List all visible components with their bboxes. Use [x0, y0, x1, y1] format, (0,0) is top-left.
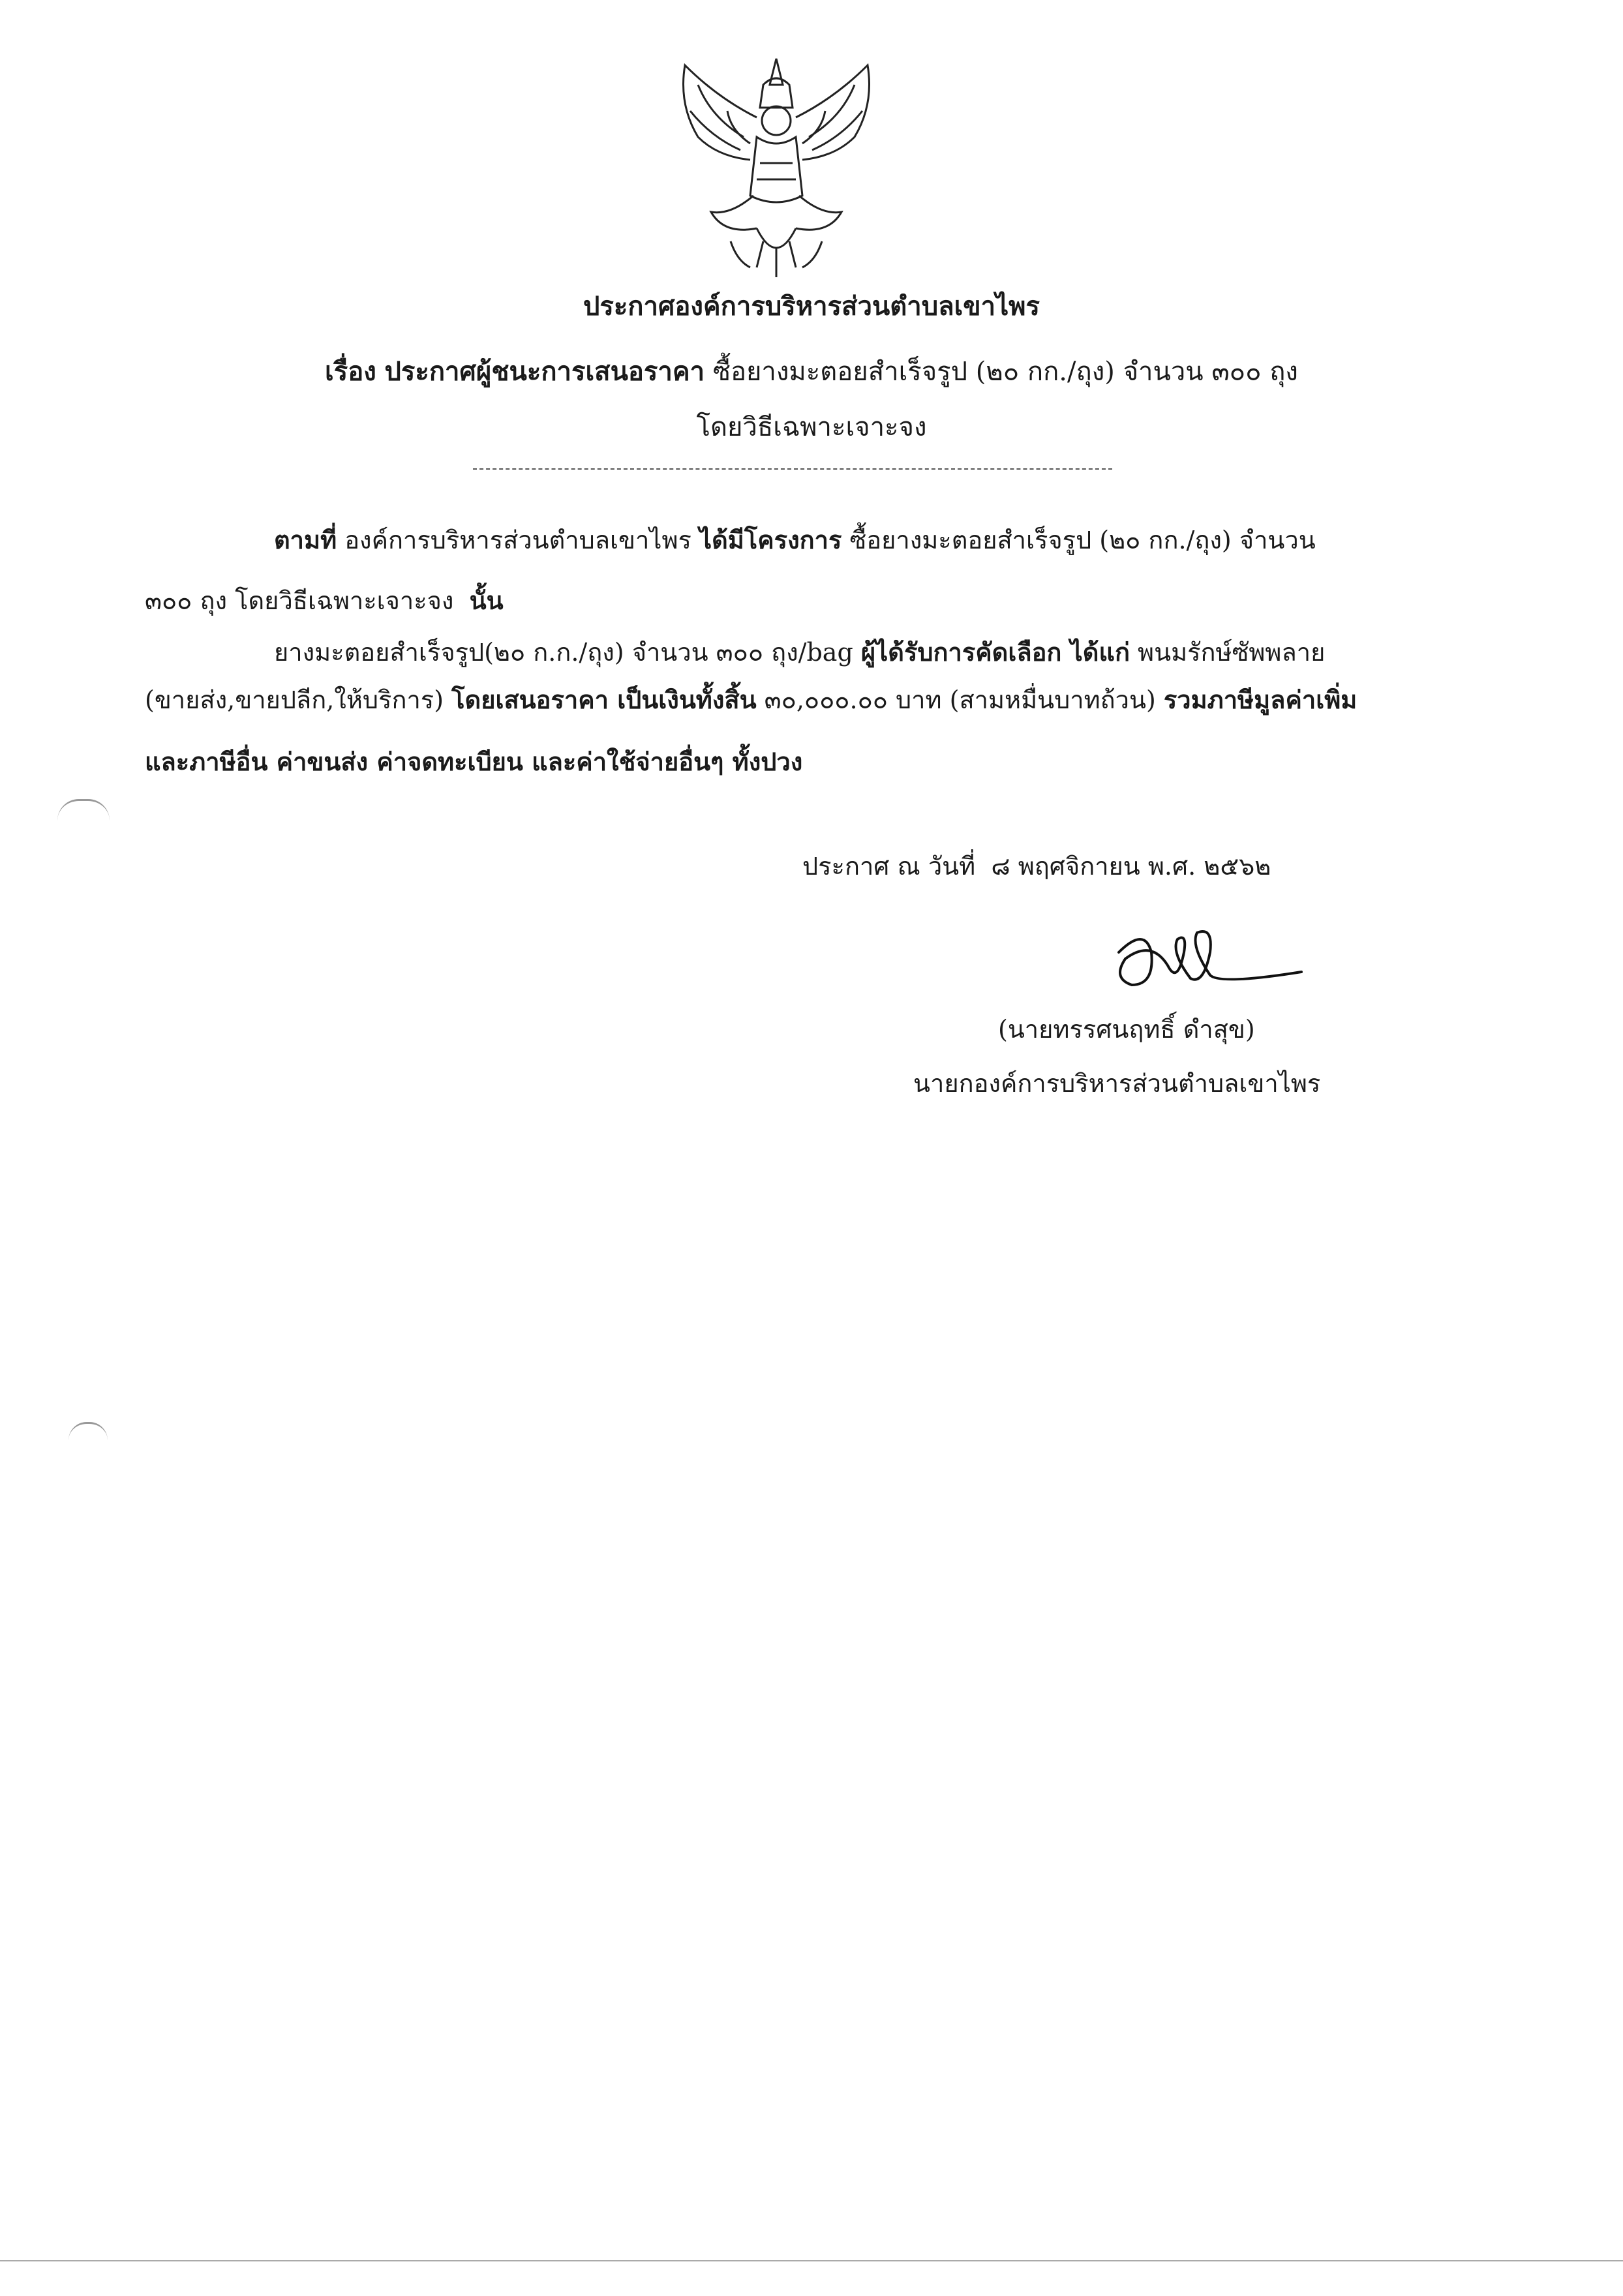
subject-text-bold: ประกาศผู้ชนะการเสนอราคา [384, 356, 705, 387]
paragraph-2-line-3 [145, 744, 802, 780]
date-prefix: ประกาศ ณ วันที่ [802, 852, 976, 881]
paragraph-2 [274, 634, 1325, 671]
signer-name: (นายทรรศนฤทธิ์ ดำสุข) [998, 1015, 1255, 1044]
paragraph-2-line-2 [145, 682, 1357, 718]
p2-end: นั้น [469, 586, 504, 615]
p4-vendor-type: (ขายส่ง,ขายปลีก,ให้บริการ) [145, 686, 444, 714]
page-title: ประกาศองค์การบริหารส่วนตำบลเขาไพร [583, 291, 1040, 322]
p3-winner-label: ผู้ได้รับการคัดเลือก ได้แก่ [860, 637, 1130, 667]
p4-price-label: โดยเสนอราคา เป็นเงินทั้งสิ้น [451, 685, 757, 714]
p1-project: ซื้อยางมะตอยสำเร็จรูป (๒๐ กก./ถุง) จำนวน [849, 526, 1316, 554]
procurement-method: โดยวิธีเฉพาะเจาะจง [696, 412, 927, 442]
p4-amount: ๓๐,๐๐๐.๐๐ บาท (สามหมื่นบาทถ้วน) [764, 686, 1156, 714]
subject-line [0, 352, 1623, 391]
p3-vendor: พนมรักษ์ซัพพลาย [1138, 638, 1326, 667]
p1-org: องค์การบริหารส่วนตำบลเขาไพร [344, 526, 691, 554]
subject-label: เรื่อง [325, 356, 376, 387]
p4-vat: รวมภาษีมูลค่าเพิ่ม [1163, 685, 1358, 714]
scan-artifact [57, 799, 110, 821]
signer-title: นายกองค์การบริหารส่วนตำบลเขาไพร [913, 1069, 1321, 1098]
announcement-date [802, 848, 1271, 884]
paragraph-1-continued [145, 582, 504, 619]
scan-artifact [68, 1422, 108, 1440]
garuda-emblem-icon [659, 46, 894, 287]
divider [473, 468, 1112, 470]
p3-item: ยางมะตอยสำเร็จรูป(๒๐ ก.ก./ถุง) จำนวน ๓๐๐ ถุง/bag [274, 638, 853, 667]
date-value: ๘ พฤศจิกายน พ.ศ. ๒๕๖๒ [991, 852, 1271, 881]
subject-text: ซื้อยางมะตอยสำเร็จรูป (๒๐ กก./ถุง) จำนวน ๓๐๐ ถุง [712, 357, 1298, 387]
signature-icon [1106, 913, 1314, 1004]
p5-other-costs: และภาษีอื่น ค่าขนส่ง ค่าจดทะเบียน และค่าใช้จ่ายอื่นๆ ทั้งปวง [145, 747, 803, 776]
p2-quantity: ๓๐๐ ถุง โดยวิธีเฉพาะเจาะจง [145, 586, 454, 615]
p1-project-label: ได้มีโครงการ [699, 525, 842, 554]
p1-lead: ตามที่ [274, 525, 337, 554]
paragraph-1 [274, 522, 1316, 558]
scan-edge-line [0, 2260, 1623, 2261]
